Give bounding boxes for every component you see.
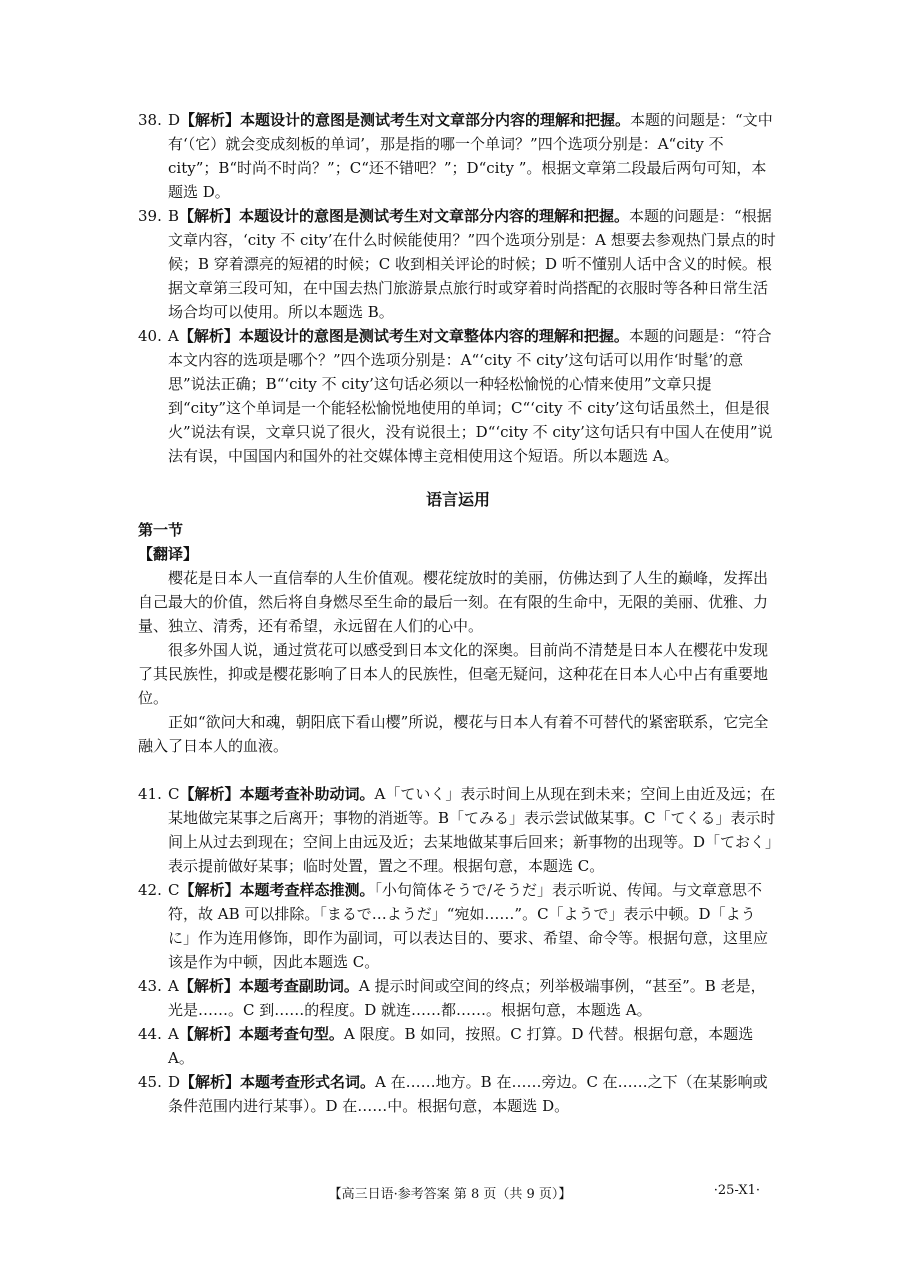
question-number: 38.	[138, 111, 162, 129]
translation-label: 【翻译】	[138, 545, 199, 563]
answer-item	[138, 1070, 778, 1118]
question-number: 43.	[138, 977, 162, 995]
analysis-text: 本题的问题是：“符合本文内容的选项是哪个？”四个选项分别是：A“‘city 不 city’这句话可以用作‘时髦’的意思”说法正确；B“‘city 不 city’这句话必须以一种轻松愉悦的心情来使用”文章只提到“city”这个单词是一个能轻松愉悦地使用的单词；C“‘city 不 city’这句话虽然土，但是很火”说法有误，文章只说了很火，没有说很土；D“‘city 不 city’这句话只有中国人在使用”说法有误，中国国内和国外的社交媒体博主竞相使用这个短语。所以本题选 A。	[168, 327, 773, 465]
footer-code: ·25-X1·	[713, 1183, 760, 1198]
analysis-label: 【解析】本题考查句型。	[178, 1025, 344, 1043]
answer-item	[138, 1022, 778, 1070]
analysis-text: 本题的问题是：“根据文章内容，‘city 不 city’在什么时候能使用？”四个选项分别是：A 想要去参观热门景点的时候；B 穿着漂亮的短裙的时候；C 收到相关评论的时候；D 听不懂别人话中含义的时候。根据文章第三段可知，在中国去热门旅游景点旅行时或穿着时尚搭配的衣服时等各种日常生活场合均可以使用。所以本题选 B。	[168, 207, 776, 321]
translation-paragraph: 樱花是日本人一直信奉的人生价值观。樱花绽放时的美丽，仿佛达到了人生的巅峰，发挥出自己最大的价值，然后将自身燃尽至生命的最后一刻。在有限的生命中，无限的美丽、优雅、力量、独立、清秀，还有希望，永远留在人们的心中。	[138, 569, 769, 635]
answer-choice: D	[168, 1073, 181, 1091]
answer-choice: A	[168, 1025, 179, 1043]
analysis-text: 「小句简体そうで/そうだ」表示听说、传闻。与文章意思不符，故 AB 可以排除。「まるで…ようだ」“宛如……”。C「ようで」表示中顿。D「ように」作为连用修饰，即作为副词，可以表达目的、要求、希望、命令等。根据句意，这里应该是作为中顿，因此本题选 C。	[168, 881, 769, 971]
footer-page-info: 【高三日语·参考答案 第 8 页（共 9 页）】	[328, 1187, 572, 1202]
analysis-label: 【解析】本题设计的意图是测试考生对文章整体内容的理解和把握。	[178, 327, 629, 345]
analysis-text: A 限度。B 如同，按照。C 打算。D 代替。根据句意，本题选 A。	[168, 1025, 754, 1067]
answer-item	[138, 204, 778, 324]
translation-paragraph: 很多外国人说，通过赏花可以感受到日本文化的深奥。目前尚不清楚是日本人在樱花中发现了其民族性，抑或是樱花影响了日本人的民族性，但毫无疑问，这种花在日本人心中占有重要地位。	[138, 641, 769, 707]
answer-body	[168, 782, 778, 878]
answer-choice: B	[168, 207, 180, 225]
question-number: 39.	[138, 207, 162, 225]
answer-item	[138, 974, 778, 1022]
question-number: 41.	[138, 785, 162, 803]
answer-body	[168, 1022, 778, 1070]
sub-title: 第一节	[138, 521, 184, 539]
answer-choice: A	[168, 327, 179, 345]
answer-item	[138, 108, 778, 204]
analysis-text: A 在……地方。B 在……旁边。C 在……之下（在某影响或条件范围内进行某事）。D 在……中。根据句意，本题选 D。	[168, 1073, 768, 1115]
translation-paragraph: 正如“欲问大和魂，朝阳底下看山樱”所说，樱花与日本人有着不可替代的紧密联系，它完全融入了日本人的血液。	[138, 713, 769, 755]
analysis-text: A「ていく」表示时间上从现在到未来；空间上由近及远；在某地做完某事之后离开；事物的消逝等。B「てみる」表示尝试做某事。C「てくる」表示时间上从过去到现在；空间上由远及近；去某地做某事后回来；新事物的出现等。D「ておく」表示提前做好某事；临时处置，置之不理。根据句意，本题选 C。	[168, 785, 776, 875]
answer-item	[138, 878, 778, 974]
section-title: 语言运用	[425, 490, 490, 509]
analysis-label: 【解析】本题设计的意图是测试考生对文章部分内容的理解和把握。	[179, 207, 630, 225]
analysis-label: 【解析】本题考查样态推测。	[179, 881, 375, 899]
question-number: 44.	[138, 1025, 162, 1043]
answer-list-reading	[138, 108, 778, 468]
answer-item	[138, 782, 778, 878]
question-number: 40.	[138, 327, 162, 345]
answer-item	[138, 324, 778, 468]
page-content	[138, 108, 778, 1118]
answer-list-grammar	[138, 782, 778, 1118]
answer-body	[168, 108, 778, 204]
analysis-text: A 提示时间或空间的终点；列举极端事例，“甚至”。B 老是，光是……。C 到……的程度。D 就连……都……。根据句意，本题选 A。	[168, 977, 766, 1019]
answer-body	[168, 204, 778, 324]
answer-choice: D	[168, 111, 181, 129]
analysis-label: 【解析】本题考查补助动词。	[179, 785, 375, 803]
question-number: 45.	[138, 1073, 162, 1091]
answer-choice: C	[168, 785, 180, 803]
analysis-label: 【解析】本题考查形式名词。	[180, 1073, 376, 1091]
answer-body	[168, 974, 778, 1022]
question-number: 42.	[138, 881, 162, 899]
answer-body	[168, 324, 778, 468]
answer-choice: C	[168, 881, 180, 899]
answer-body	[168, 1070, 778, 1118]
answer-choice: A	[168, 977, 179, 995]
analysis-label: 【解析】本题设计的意图是测试考生对文章部分内容的理解和把握。	[180, 111, 631, 129]
analysis-text: 本题的问题是：“文中有‘（它）就会变成刻板的单词’，那是指的哪一个单词？”四个选项分别是：A“city 不 city”；B“时尚不时尚？”；C“还不错吧？”；D“city ”。根据文章第二段最后两句可知，本题选 D。	[168, 111, 773, 201]
analysis-label: 【解析】本题考查副助词。	[178, 977, 359, 995]
answer-body	[168, 878, 778, 974]
spacer	[138, 758, 778, 782]
